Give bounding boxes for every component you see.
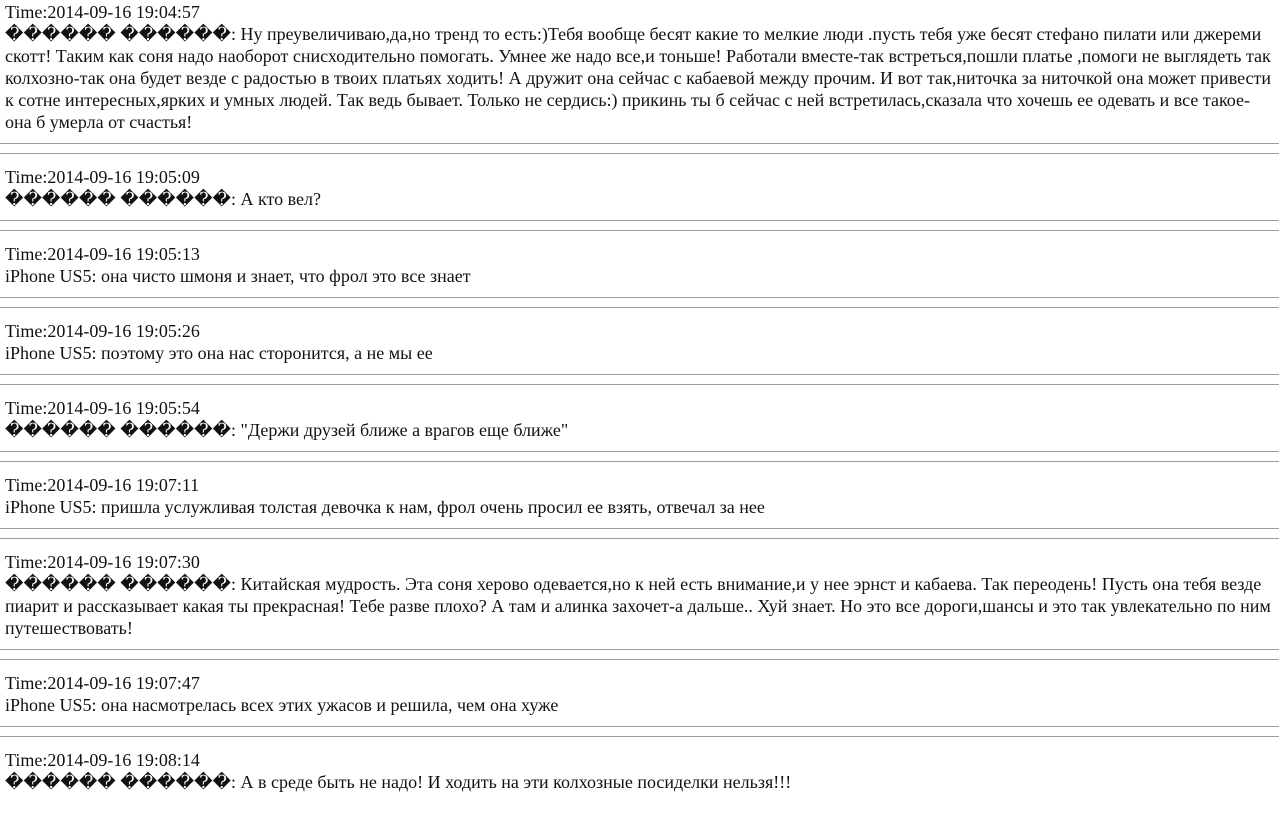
time-prefix: Time:: [5, 2, 48, 22]
message-entry: [5, 243, 1274, 308]
message-timestamp: [5, 672, 1274, 694]
time-prefix: Time:: [5, 321, 48, 341]
time-value: 2014-09-16 19:05:09: [47, 167, 200, 187]
message-timestamp: [5, 474, 1274, 496]
message-separator: [0, 374, 1279, 385]
message-body: ������ ������: А в среде быть не надо! И ходить на эти колхозные посиделки нельзя!!!: [5, 772, 792, 792]
message-text: "Держи друзей ближе а врагов еще ближе": [240, 420, 569, 440]
message-entry: [5, 166, 1274, 231]
message-body: ������ ������: А кто вел?: [5, 189, 321, 209]
time-value: 2014-09-16 19:05:26: [47, 321, 200, 341]
message-entry: [5, 551, 1274, 660]
message-body: ������ ������: "Держи друзей ближе а врагов еще ближе": [5, 420, 569, 440]
message-separator: [0, 220, 1279, 231]
message-text: А в среде быть не надо! И ходить на эти колхозные посиделки нельзя!!!: [240, 772, 792, 792]
time-value: 2014-09-16 19:07:47: [47, 673, 200, 693]
message-timestamp: [5, 243, 1274, 265]
chat-log: [0, 1, 1280, 793]
message-timestamp: [5, 1, 1274, 23]
message-sender: ������ ������: [5, 24, 231, 44]
message-entry: [5, 397, 1274, 462]
time-value: 2014-09-16 19:05:13: [47, 244, 200, 264]
message-sender: ������ ������: [5, 420, 231, 440]
time-value: 2014-09-16 19:04:57: [47, 2, 200, 22]
message-sender: iPhone US5: [5, 695, 92, 715]
message-timestamp: [5, 166, 1274, 188]
time-prefix: Time:: [5, 398, 48, 418]
message-body: iPhone US5: она чисто шмоня и знает, что фрол это все знает: [5, 266, 471, 286]
time-prefix: Time:: [5, 673, 48, 693]
message-sender: iPhone US5: [5, 497, 92, 517]
message-timestamp: [5, 749, 1274, 771]
message-separator: [0, 726, 1279, 737]
message-body: ������ ������: Китайская мудрость. Эта соня херово одевается,но к ней есть внимание,и у нее эрнст и кабаева. Так переодень! Пусть она тебя везде пиарит и рассказывает какая ты прекрасная! Тебе разве плохо? А там и алинка захочет-а дальше.. Хуй знает. Но это все дороги,шансы и это так увлекательно по ним путешествовать!: [5, 574, 1271, 638]
message-entry: [5, 320, 1274, 385]
message-separator: [0, 143, 1279, 154]
message-separator: [0, 451, 1279, 462]
message-body: iPhone US5: поэтому это она нас сторонится, а не мы ее: [5, 343, 433, 363]
message-sender: ������ ������: [5, 189, 231, 209]
time-value: 2014-09-16 19:07:11: [47, 475, 200, 495]
message-entry: [5, 749, 1274, 793]
message-entry: [5, 672, 1274, 737]
time-prefix: Time:: [5, 167, 48, 187]
message-text: А кто вел?: [240, 189, 321, 209]
message-timestamp: [5, 397, 1274, 419]
message-text: она насмотрелась всех этих ужасов и решила, чем она хуже: [101, 695, 559, 715]
message-separator: [0, 649, 1279, 660]
time-prefix: Time:: [5, 552, 48, 572]
message-sender: iPhone US5: [5, 266, 92, 286]
message-entry: [5, 1, 1274, 154]
message-sender: ������ ������: [5, 574, 231, 594]
message-entry: [5, 474, 1274, 539]
message-body: ������ ������: Ну преувеличиваю,да,но тренд то есть:)Тебя вообще бесят какие то мелкие люди .пусть тебя уже бесят стефано пилати или джереми скотт! Таким как соня надо наоборот снисходительно помогать. Умнее же надо все,и тоньше! Работали вместе-так встреться,пошли платье ,помоги не выглядеть так колхозно-так она будет везде с радостью в твоих платьях ходить! А дружит она сейчас с кабаевой между прочим. И вот так,ниточка за ниточкой она может привести к сотне интересных,ярких и умных людей. Так ведь бывает. Только не сердись:) прикинь ты б сейчас с ней встретилась,сказала что хочешь ее одевать и все такое-она б умерла от счастья!: [5, 24, 1272, 132]
time-prefix: Time:: [5, 244, 48, 264]
message-body: iPhone US5: она насмотрелась всех этих ужасов и решила, чем она хуже: [5, 695, 559, 715]
message-body: iPhone US5: пришла услужливая толстая девочка к нам, фрол очень просил ее взять, отвечал за нее: [5, 497, 765, 517]
time-prefix: Time:: [5, 475, 48, 495]
time-value: 2014-09-16 19:05:54: [47, 398, 200, 418]
message-text: Ну преувеличиваю,да,но тренд то есть:)Тебя вообще бесят какие то мелкие люди .пусть тебя уже бесят стефано пилати или джереми скотт! Таким как соня надо наоборот снисходительно помогать. Умнее же надо все,и тоньше! Работали вместе-так встреться,пошли платье ,помоги не выглядеть так колхозно-так она будет везде с радостью в твоих платьях ходить! А дружит она сейчас с кабаевой между прочим. И вот так,ниточка за ниточкой она может привести к сотне интересных,ярких и умных людей. Так ведь бывает. Только не сердись:) прикинь ты б сейчас с ней встретилась,сказала что хочешь ее одевать и все такое-она б умерла от счастья!: [5, 24, 1272, 132]
message-text: она чисто шмоня и знает, что фрол это все знает: [101, 266, 471, 286]
message-separator: [0, 297, 1279, 308]
message-text: поэтому это она нас сторонится, а не мы ее: [101, 343, 433, 363]
time-prefix: Time:: [5, 750, 48, 770]
message-sender: iPhone US5: [5, 343, 92, 363]
time-value: 2014-09-16 19:08:14: [47, 750, 200, 770]
message-text: Китайская мудрость. Эта соня херово одевается,но к ней есть внимание,и у нее эрнст и кабаева. Так переодень! Пусть она тебя везде пиарит и рассказывает какая ты прекрасная! Тебе разве плохо? А там и алинка захочет-а дальше.. Хуй знает. Но это все дороги,шансы и это так увлекательно по ним путешествовать!: [5, 574, 1271, 638]
message-sender: ������ ������: [5, 772, 231, 792]
time-value: 2014-09-16 19:07:30: [47, 552, 200, 572]
message-separator: [0, 528, 1279, 539]
message-timestamp: [5, 551, 1274, 573]
message-timestamp: [5, 320, 1274, 342]
message-text: пришла услужливая толстая девочка к нам, фрол очень просил ее взять, отвечал за нее: [101, 497, 765, 517]
